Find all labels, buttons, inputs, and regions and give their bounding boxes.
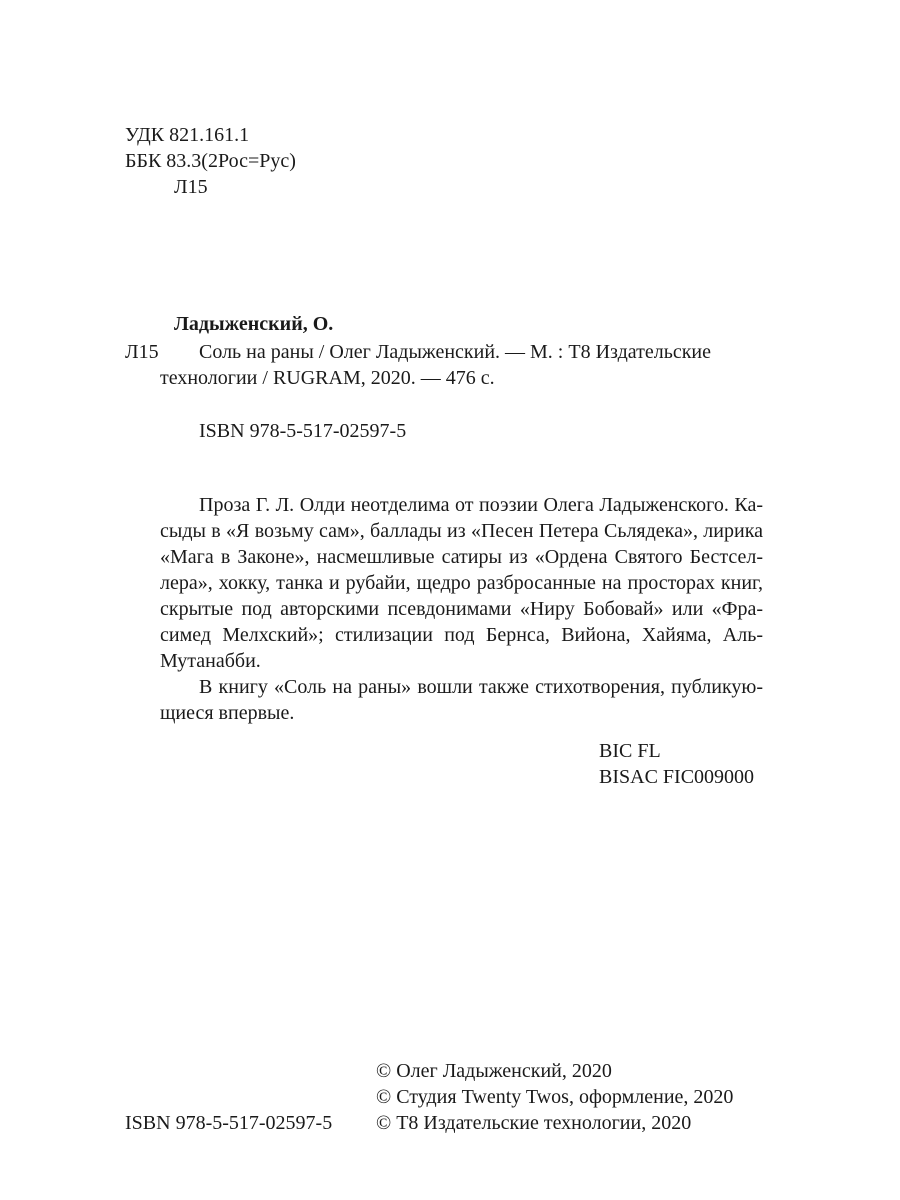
annotation-line: Проза Г. Л. Олди неотделима от поэзии Олега Ладыженского. Ка- <box>199 494 763 516</box>
author-sign: Л15 <box>174 176 208 198</box>
annotation-line: лера», хокку, танка и рубайи, щедро разбросанные на просторах книг, <box>160 572 763 594</box>
annotation-line: «Мага в Законе», насмешливые сатиры из «Ордена Святого Бестсел- <box>160 546 763 568</box>
annotation <box>160 492 763 726</box>
copyright-block <box>376 1058 733 1136</box>
subject-codes <box>599 738 754 790</box>
annotation-line: симед Мелхский»; стилизации под Бернса, Вийона, Хайяма, Аль- <box>160 624 763 646</box>
copyright-line: © Олег Ладыженский, 2020 <box>376 1060 612 1082</box>
udk-code: УДК 821.161.1 <box>125 124 250 146</box>
annotation-line: сыды в «Я возьму сам», баллады из «Песен Петера Сьлядека», лирика <box>160 520 763 542</box>
annotation-line: Мутанабби. <box>160 650 261 672</box>
catalog-title-line1: Соль на раны / Олег Ладыженский. — М. : Т8 Издательские <box>199 341 711 363</box>
copyright-line: © Т8 Издательские технологии, 2020 <box>376 1112 692 1134</box>
classification-block <box>125 122 296 200</box>
catalog-title-line2: технологии / RUGRAM, 2020. — 476 с. <box>160 367 495 389</box>
catalog-isbn: ISBN 978-5-517-02597-5 <box>199 420 407 442</box>
copyright-isbn: ISBN 978-5-517-02597-5 <box>125 1112 333 1134</box>
annotation-line: щиеся впервые. <box>160 702 295 724</box>
bic-code: BIC FL <box>599 740 661 762</box>
annotation-line: В книгу «Соль на раны» вошли также стихотворения, публикую- <box>199 676 763 698</box>
bisac-code: BISAC FIC009000 <box>599 766 755 788</box>
copyright-line: © Студия Twenty Twos, оформление, 2020 <box>376 1086 734 1108</box>
annotation-line: скрытые под авторскими псевдонимами «Ниру Бобовай» или «Фра- <box>160 598 763 620</box>
catalog-code: Л15 <box>125 341 159 363</box>
catalog-author: Ладыженский, О. <box>174 313 334 335</box>
bbk-code: ББК 83.3(2Рос=Рус) <box>125 150 296 172</box>
